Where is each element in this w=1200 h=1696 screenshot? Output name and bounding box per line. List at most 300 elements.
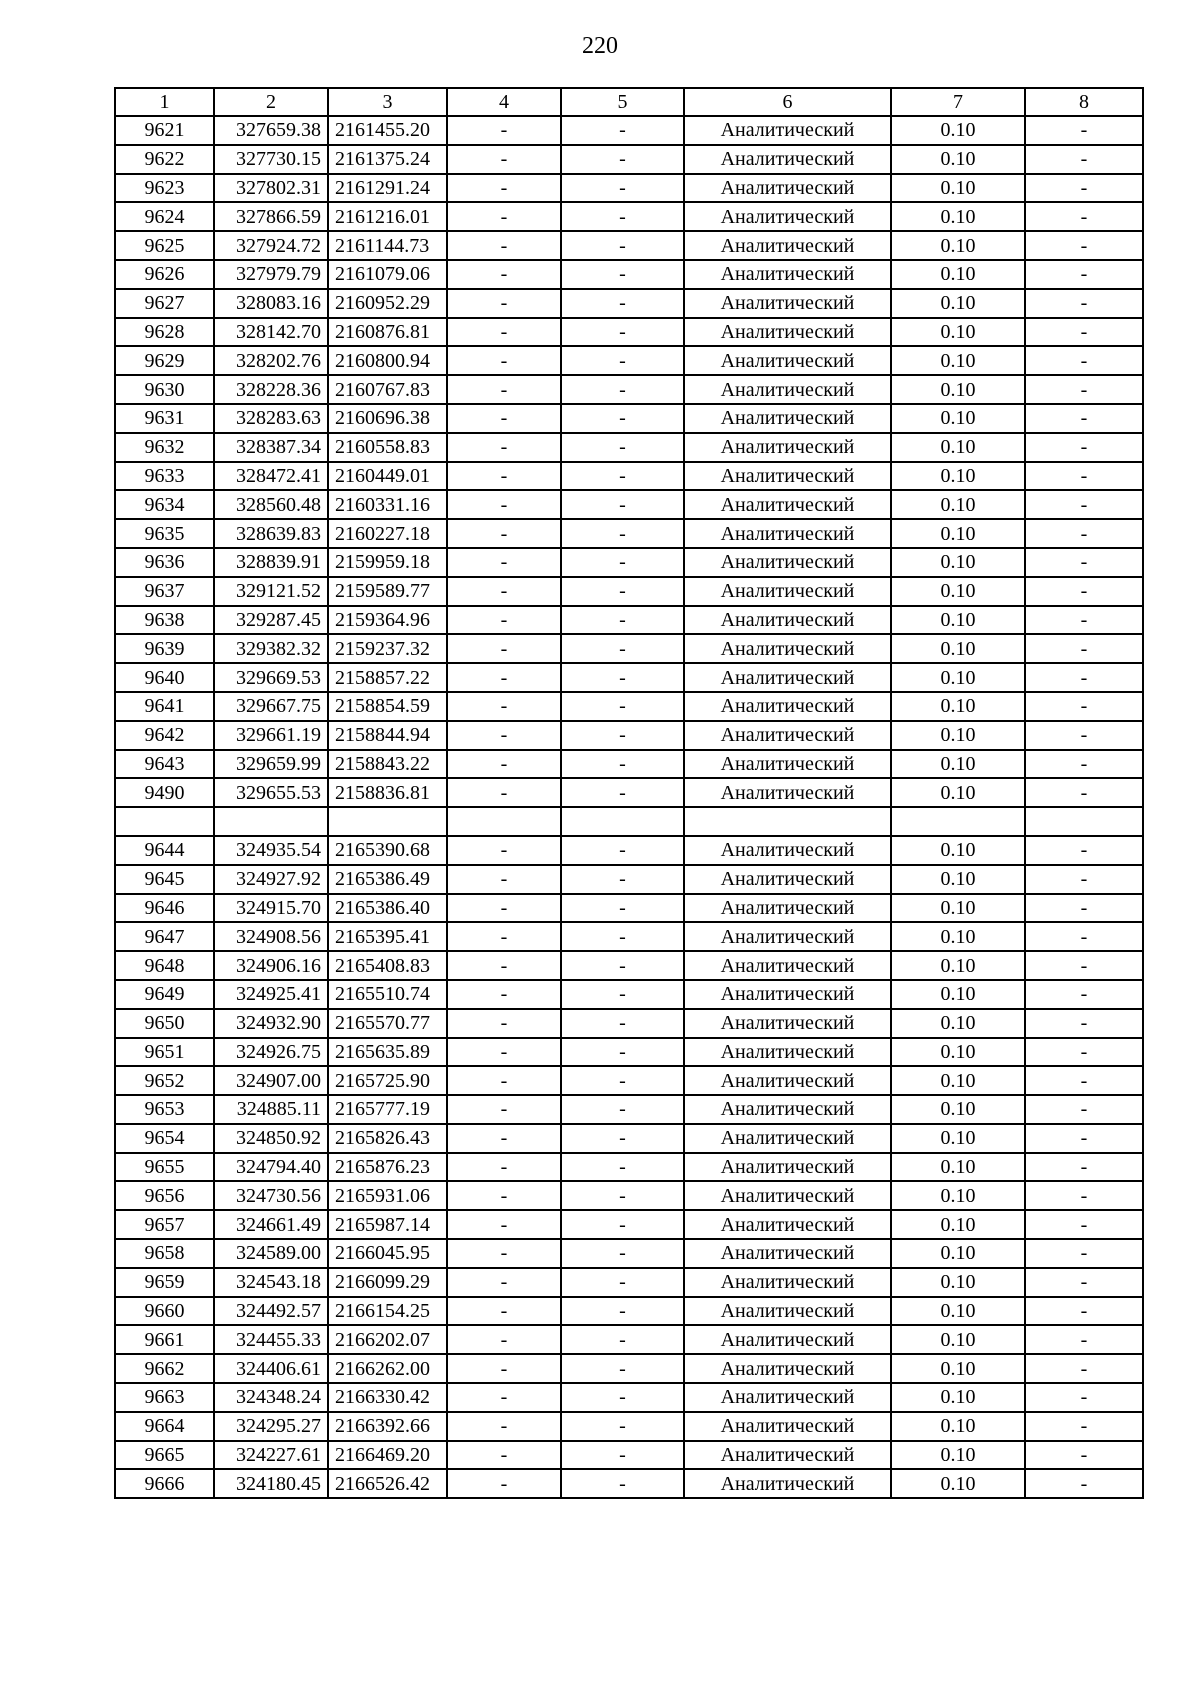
- column-8-cell: -: [1025, 836, 1143, 865]
- column-5-cell: -: [561, 318, 684, 347]
- column-5-cell: -: [561, 1441, 684, 1470]
- column-8-cell: -: [1025, 577, 1143, 606]
- table-row: [115, 980, 1143, 1009]
- accuracy-cell: 0.10: [891, 202, 1025, 231]
- column-4-cell: -: [447, 865, 561, 894]
- method-cell: Аналитический: [684, 894, 891, 923]
- point-number-cell: 9656: [115, 1181, 214, 1210]
- point-number-cell: 9659: [115, 1268, 214, 1297]
- method-cell: Аналитический: [684, 1441, 891, 1470]
- point-number-cell: 9661: [115, 1325, 214, 1354]
- column-5-cell: -: [561, 1066, 684, 1095]
- column-4-cell: -: [447, 1412, 561, 1441]
- table-row: [115, 1412, 1143, 1441]
- method-cell: Аналитический: [684, 1297, 891, 1326]
- column-8-cell: -: [1025, 375, 1143, 404]
- column-4-cell: [447, 807, 561, 836]
- y-coordinate-cell: 2159237.32: [328, 634, 447, 663]
- column-8-cell: -: [1025, 1153, 1143, 1182]
- column-4-cell: -: [447, 231, 561, 260]
- point-number-cell: 9645: [115, 865, 214, 894]
- method-cell: Аналитический: [684, 750, 891, 779]
- column-4-cell: -: [447, 318, 561, 347]
- point-number-cell: 9621: [115, 116, 214, 145]
- x-coordinate-cell: 324906.16: [214, 951, 328, 980]
- y-coordinate-cell: 2165408.83: [328, 951, 447, 980]
- table-row: [115, 1095, 1143, 1124]
- column-4-cell: -: [447, 346, 561, 375]
- column-4-cell: -: [447, 174, 561, 203]
- column-4-cell: -: [447, 519, 561, 548]
- method-cell: Аналитический: [684, 865, 891, 894]
- x-coordinate-cell: 328228.36: [214, 375, 328, 404]
- method-cell: [684, 807, 891, 836]
- method-cell: Аналитический: [684, 577, 891, 606]
- method-cell: Аналитический: [684, 145, 891, 174]
- column-8-cell: -: [1025, 433, 1143, 462]
- point-number-cell: 9631: [115, 404, 214, 433]
- accuracy-cell: 0.10: [891, 1441, 1025, 1470]
- method-cell: Аналитический: [684, 1095, 891, 1124]
- y-coordinate-cell: 2165725.90: [328, 1066, 447, 1095]
- table-row: [115, 836, 1143, 865]
- x-coordinate-cell: 328560.48: [214, 490, 328, 519]
- accuracy-cell: 0.10: [891, 116, 1025, 145]
- table-row: [115, 894, 1143, 923]
- point-number-cell: 9624: [115, 202, 214, 231]
- column-5-cell: -: [561, 1383, 684, 1412]
- table-row: [115, 145, 1143, 174]
- column-5-cell: -: [561, 1181, 684, 1210]
- method-cell: Аналитический: [684, 260, 891, 289]
- x-coordinate-cell: 328142.70: [214, 318, 328, 347]
- table-row: [115, 807, 1143, 836]
- x-coordinate-cell: 324926.75: [214, 1038, 328, 1067]
- table-row: [115, 606, 1143, 635]
- accuracy-cell: 0.10: [891, 1038, 1025, 1067]
- y-coordinate-cell: 2158857.22: [328, 663, 447, 692]
- column-5-cell: -: [561, 692, 684, 721]
- method-cell: Аналитический: [684, 346, 891, 375]
- column-8-cell: -: [1025, 519, 1143, 548]
- y-coordinate-cell: 2165395.41: [328, 922, 447, 951]
- x-coordinate-cell: 324932.90: [214, 1009, 328, 1038]
- table-row: [115, 519, 1143, 548]
- column-5-cell: -: [561, 1009, 684, 1038]
- point-number-cell: 9665: [115, 1441, 214, 1470]
- column-5-cell: -: [561, 1239, 684, 1268]
- column-8-cell: -: [1025, 1239, 1143, 1268]
- y-coordinate-cell: 2159589.77: [328, 577, 447, 606]
- accuracy-cell: 0.10: [891, 375, 1025, 404]
- y-coordinate-cell: 2166330.42: [328, 1383, 447, 1412]
- column-5-cell: -: [561, 145, 684, 174]
- point-number-cell: 9662: [115, 1354, 214, 1383]
- column-4-cell: -: [447, 116, 561, 145]
- accuracy-cell: 0.10: [891, 692, 1025, 721]
- table-row: [115, 663, 1143, 692]
- column-8-cell: -: [1025, 922, 1143, 951]
- column-8-cell: -: [1025, 1181, 1143, 1210]
- column-8-cell: [1025, 807, 1143, 836]
- method-cell: Аналитический: [684, 663, 891, 692]
- accuracy-cell: 0.10: [891, 1153, 1025, 1182]
- table-row: [115, 778, 1143, 807]
- point-number-cell: 9622: [115, 145, 214, 174]
- method-cell: Аналитический: [684, 980, 891, 1009]
- x-coordinate-cell: 329669.53: [214, 663, 328, 692]
- point-number-cell: 9640: [115, 663, 214, 692]
- table-row: [115, 865, 1143, 894]
- column-8-cell: -: [1025, 663, 1143, 692]
- column-4-cell: -: [447, 490, 561, 519]
- column-8-cell: -: [1025, 116, 1143, 145]
- method-cell: Аналитический: [684, 721, 891, 750]
- column-header: 6: [684, 88, 891, 116]
- accuracy-cell: 0.10: [891, 894, 1025, 923]
- x-coordinate-cell: 328387.34: [214, 433, 328, 462]
- column-4-cell: -: [447, 404, 561, 433]
- accuracy-cell: 0.10: [891, 1469, 1025, 1498]
- accuracy-cell: 0.10: [891, 1210, 1025, 1239]
- column-8-cell: -: [1025, 346, 1143, 375]
- point-number-cell: 9650: [115, 1009, 214, 1038]
- method-cell: Аналитический: [684, 231, 891, 260]
- method-cell: Аналитический: [684, 490, 891, 519]
- table-row: [115, 1181, 1143, 1210]
- column-4-cell: -: [447, 433, 561, 462]
- x-coordinate-cell: 324406.61: [214, 1354, 328, 1383]
- table-row: [115, 1009, 1143, 1038]
- column-5-cell: -: [561, 260, 684, 289]
- column-5-cell: -: [561, 231, 684, 260]
- y-coordinate-cell: 2160331.16: [328, 490, 447, 519]
- column-8-cell: -: [1025, 1383, 1143, 1412]
- y-coordinate-cell: 2161375.24: [328, 145, 447, 174]
- accuracy-cell: 0.10: [891, 1383, 1025, 1412]
- point-number-cell: 9623: [115, 174, 214, 203]
- y-coordinate-cell: 2161144.73: [328, 231, 447, 260]
- accuracy-cell: 0.10: [891, 519, 1025, 548]
- point-number-cell: 9653: [115, 1095, 214, 1124]
- column-5-cell: -: [561, 721, 684, 750]
- column-4-cell: -: [447, 548, 561, 577]
- method-cell: Аналитический: [684, 1038, 891, 1067]
- method-cell: Аналитический: [684, 462, 891, 491]
- column-8-cell: -: [1025, 1210, 1143, 1239]
- method-cell: Аналитический: [684, 1469, 891, 1498]
- column-5-cell: -: [561, 1325, 684, 1354]
- column-4-cell: -: [447, 692, 561, 721]
- y-coordinate-cell: 2158844.94: [328, 721, 447, 750]
- y-coordinate-cell: 2165987.14: [328, 1210, 447, 1239]
- table-row: [115, 346, 1143, 375]
- x-coordinate-cell: 324907.00: [214, 1066, 328, 1095]
- accuracy-cell: 0.10: [891, 289, 1025, 318]
- accuracy-cell: 0.10: [891, 922, 1025, 951]
- column-8-cell: -: [1025, 1066, 1143, 1095]
- method-cell: Аналитический: [684, 318, 891, 347]
- accuracy-cell: 0.10: [891, 1124, 1025, 1153]
- table-row: [115, 577, 1143, 606]
- column-8-cell: -: [1025, 462, 1143, 491]
- y-coordinate-cell: 2160800.94: [328, 346, 447, 375]
- page-number: 220: [582, 33, 618, 59]
- table-row: [115, 1124, 1143, 1153]
- accuracy-cell: 0.10: [891, 980, 1025, 1009]
- method-cell: Аналитический: [684, 202, 891, 231]
- method-cell: Аналитический: [684, 1153, 891, 1182]
- accuracy-cell: 0.10: [891, 865, 1025, 894]
- column-5-cell: -: [561, 1210, 684, 1239]
- column-4-cell: -: [447, 663, 561, 692]
- x-coordinate-cell: 324295.27: [214, 1412, 328, 1441]
- y-coordinate-cell: 2165777.19: [328, 1095, 447, 1124]
- method-cell: Аналитический: [684, 548, 891, 577]
- column-5-cell: -: [561, 1153, 684, 1182]
- column-4-cell: -: [447, 1268, 561, 1297]
- column-8-cell: -: [1025, 202, 1143, 231]
- y-coordinate-cell: 2166526.42: [328, 1469, 447, 1498]
- table-row: [115, 692, 1143, 721]
- point-number-cell: 9646: [115, 894, 214, 923]
- column-5-cell: -: [561, 289, 684, 318]
- y-coordinate-cell: 2160952.29: [328, 289, 447, 318]
- table-row: [115, 1153, 1143, 1182]
- column-8-cell: -: [1025, 231, 1143, 260]
- accuracy-cell: [891, 807, 1025, 836]
- table-row: [115, 922, 1143, 951]
- x-coordinate-cell: 324925.41: [214, 980, 328, 1009]
- point-number-cell: 9626: [115, 260, 214, 289]
- point-number-cell: 9660: [115, 1297, 214, 1326]
- method-cell: Аналитический: [684, 1239, 891, 1268]
- column-8-cell: -: [1025, 548, 1143, 577]
- y-coordinate-cell: 2165390.68: [328, 836, 447, 865]
- column-4-cell: -: [447, 1009, 561, 1038]
- x-coordinate-cell: 327979.79: [214, 260, 328, 289]
- table-row: [115, 490, 1143, 519]
- point-number-cell: 9639: [115, 634, 214, 663]
- point-number-cell: 9637: [115, 577, 214, 606]
- column-8-cell: -: [1025, 1441, 1143, 1470]
- table-row: [115, 750, 1143, 779]
- accuracy-cell: 0.10: [891, 951, 1025, 980]
- accuracy-cell: 0.10: [891, 1412, 1025, 1441]
- column-4-cell: -: [447, 462, 561, 491]
- column-5-cell: -: [561, 404, 684, 433]
- column-4-cell: -: [447, 606, 561, 635]
- x-coordinate-cell: 324935.54: [214, 836, 328, 865]
- point-number-cell: 9658: [115, 1239, 214, 1268]
- table-row: [115, 1325, 1143, 1354]
- x-coordinate-cell: 324885.11: [214, 1095, 328, 1124]
- method-cell: Аналитический: [684, 1009, 891, 1038]
- column-4-cell: -: [447, 634, 561, 663]
- column-5-cell: -: [561, 778, 684, 807]
- y-coordinate-cell: 2165826.43: [328, 1124, 447, 1153]
- accuracy-cell: 0.10: [891, 433, 1025, 462]
- column-4-cell: -: [447, 778, 561, 807]
- method-cell: Аналитический: [684, 922, 891, 951]
- y-coordinate-cell: 2161455.20: [328, 116, 447, 145]
- column-5-cell: -: [561, 1124, 684, 1153]
- x-coordinate-cell: 324180.45: [214, 1469, 328, 1498]
- accuracy-cell: 0.10: [891, 1239, 1025, 1268]
- point-number-cell: 9649: [115, 980, 214, 1009]
- accuracy-cell: 0.10: [891, 1325, 1025, 1354]
- column-5-cell: -: [561, 606, 684, 635]
- method-cell: Аналитический: [684, 1354, 891, 1383]
- column-4-cell: -: [447, 1124, 561, 1153]
- table-row: [115, 548, 1143, 577]
- x-coordinate-cell: 329655.53: [214, 778, 328, 807]
- point-number-cell: 9490: [115, 778, 214, 807]
- x-coordinate-cell: 328283.63: [214, 404, 328, 433]
- accuracy-cell: 0.10: [891, 721, 1025, 750]
- x-coordinate-cell: 327802.31: [214, 174, 328, 203]
- column-4-cell: -: [447, 145, 561, 174]
- column-5-cell: -: [561, 836, 684, 865]
- x-coordinate-cell: 324492.57: [214, 1297, 328, 1326]
- accuracy-cell: 0.10: [891, 145, 1025, 174]
- column-5-cell: -: [561, 663, 684, 692]
- x-coordinate-cell: 324730.56: [214, 1181, 328, 1210]
- column-8-cell: -: [1025, 1268, 1143, 1297]
- method-cell: Аналитический: [684, 778, 891, 807]
- method-cell: Аналитический: [684, 1210, 891, 1239]
- point-number-cell: 9632: [115, 433, 214, 462]
- accuracy-cell: 0.10: [891, 346, 1025, 375]
- column-4-cell: -: [447, 1095, 561, 1124]
- column-8-cell: -: [1025, 260, 1143, 289]
- column-8-cell: -: [1025, 1038, 1143, 1067]
- table-row: [115, 1354, 1143, 1383]
- column-4-cell: -: [447, 1469, 561, 1498]
- accuracy-cell: 0.10: [891, 750, 1025, 779]
- point-number-cell: 9664: [115, 1412, 214, 1441]
- table-row: [115, 1066, 1143, 1095]
- point-number-cell: 9654: [115, 1124, 214, 1153]
- table-row: [115, 634, 1143, 663]
- point-number-cell: 9636: [115, 548, 214, 577]
- y-coordinate-cell: 2161079.06: [328, 260, 447, 289]
- table-header-row: [115, 88, 1143, 116]
- x-coordinate-cell: 324661.49: [214, 1210, 328, 1239]
- accuracy-cell: 0.10: [891, 1009, 1025, 1038]
- point-number-cell: 9651: [115, 1038, 214, 1067]
- table-row: [115, 318, 1143, 347]
- column-4-cell: -: [447, 577, 561, 606]
- column-4-cell: -: [447, 922, 561, 951]
- method-cell: Аналитический: [684, 174, 891, 203]
- method-cell: Аналитический: [684, 1412, 891, 1441]
- column-5-cell: -: [561, 951, 684, 980]
- column-5-cell: -: [561, 865, 684, 894]
- column-5-cell: -: [561, 1412, 684, 1441]
- table-body: [115, 88, 1143, 1498]
- point-number-cell: 9628: [115, 318, 214, 347]
- x-coordinate-cell: [214, 807, 328, 836]
- column-5-cell: -: [561, 433, 684, 462]
- column-4-cell: -: [447, 375, 561, 404]
- y-coordinate-cell: 2166392.66: [328, 1412, 447, 1441]
- column-8-cell: -: [1025, 894, 1143, 923]
- column-4-cell: -: [447, 1153, 561, 1182]
- method-cell: Аналитический: [684, 1268, 891, 1297]
- column-8-cell: -: [1025, 750, 1143, 779]
- column-header: 7: [891, 88, 1025, 116]
- point-number-cell: 9641: [115, 692, 214, 721]
- point-number-cell: 9663: [115, 1383, 214, 1412]
- column-4-cell: -: [447, 980, 561, 1009]
- y-coordinate-cell: 2166469.20: [328, 1441, 447, 1470]
- accuracy-cell: 0.10: [891, 404, 1025, 433]
- method-cell: Аналитический: [684, 951, 891, 980]
- y-coordinate-cell: 2160696.38: [328, 404, 447, 433]
- x-coordinate-cell: 324455.33: [214, 1325, 328, 1354]
- table-row: [115, 404, 1143, 433]
- method-cell: Аналитический: [684, 116, 891, 145]
- column-5-cell: -: [561, 174, 684, 203]
- column-5-cell: -: [561, 1297, 684, 1326]
- point-number-cell: 9625: [115, 231, 214, 260]
- y-coordinate-cell: 2166262.00: [328, 1354, 447, 1383]
- column-5-cell: -: [561, 1095, 684, 1124]
- column-5-cell: -: [561, 634, 684, 663]
- column-header: 8: [1025, 88, 1143, 116]
- accuracy-cell: 0.10: [891, 1181, 1025, 1210]
- method-cell: Аналитический: [684, 404, 891, 433]
- column-8-cell: -: [1025, 980, 1143, 1009]
- y-coordinate-cell: 2166099.29: [328, 1268, 447, 1297]
- table-row: [115, 174, 1143, 203]
- x-coordinate-cell: 324915.70: [214, 894, 328, 923]
- point-number-cell: 9666: [115, 1469, 214, 1498]
- y-coordinate-cell: [328, 807, 447, 836]
- column-5-cell: -: [561, 894, 684, 923]
- point-number-cell: 9630: [115, 375, 214, 404]
- column-8-cell: -: [1025, 145, 1143, 174]
- column-8-cell: -: [1025, 289, 1143, 318]
- column-4-cell: -: [447, 1441, 561, 1470]
- table-row: [115, 1239, 1143, 1268]
- y-coordinate-cell: 2160449.01: [328, 462, 447, 491]
- column-4-cell: -: [447, 1297, 561, 1326]
- y-coordinate-cell: 2166202.07: [328, 1325, 447, 1354]
- x-coordinate-cell: 324348.24: [214, 1383, 328, 1412]
- column-4-cell: -: [447, 836, 561, 865]
- point-number-cell: 9635: [115, 519, 214, 548]
- table-row: [115, 231, 1143, 260]
- table-row: [115, 1383, 1143, 1412]
- column-8-cell: -: [1025, 1009, 1143, 1038]
- accuracy-cell: 0.10: [891, 606, 1025, 635]
- column-4-cell: -: [447, 750, 561, 779]
- column-4-cell: -: [447, 721, 561, 750]
- column-5-cell: -: [561, 346, 684, 375]
- accuracy-cell: 0.10: [891, 462, 1025, 491]
- column-4-cell: -: [447, 1181, 561, 1210]
- point-number-cell: 9647: [115, 922, 214, 951]
- method-cell: Аналитический: [684, 836, 891, 865]
- y-coordinate-cell: 2160876.81: [328, 318, 447, 347]
- table-row: [115, 433, 1143, 462]
- point-number-cell: 9655: [115, 1153, 214, 1182]
- point-number-cell: 9652: [115, 1066, 214, 1095]
- table-row: [115, 462, 1143, 491]
- column-header: 3: [328, 88, 447, 116]
